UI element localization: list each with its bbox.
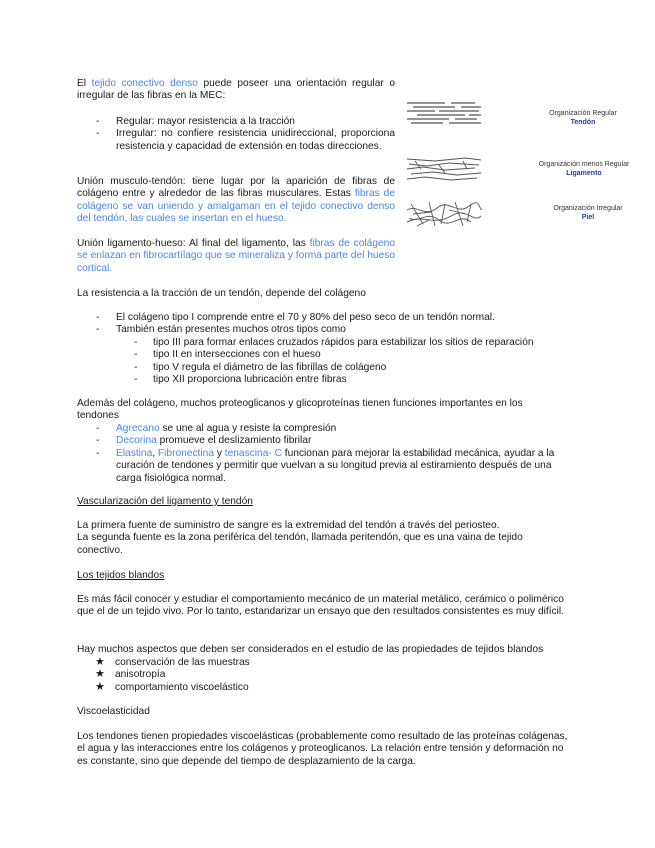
list-item-text: comportamiento viscoelástico [115,681,249,693]
vascular-heading: Vascularización del ligamento y tendón [77,496,253,507]
list-item [77,435,577,447]
musculo-text: Unión musculo-tendón: tiene lugar por la aparición de fibras de colágeno entre y alrededor de las fibras musculares. Estas [77,176,395,200]
fiber-organization-figure [405,96,640,231]
proteoglycan-list [77,423,577,485]
blandos-list [77,657,477,694]
list-item: - El colágeno tipo I comprende entre el 70 y 80% del peso seco de un tendón normal. [77,312,577,324]
list-item-text: se une al agua y resiste la compresión [159,423,337,434]
musculo-tendon-paragraph [77,176,395,226]
star-bullet-icon: ★ [95,668,105,681]
star-bullet-icon: ★ [95,656,105,668]
sub-list-item: - tipo XII proporciona lubricación entre fibras [77,374,577,386]
list-item [77,682,477,694]
vascular-paragraph [77,520,567,557]
intro-paragraph [77,78,395,103]
intro-highlight: tejido conectivo denso [91,78,198,89]
sub-list-item: - tipo V regula el diámetro de las fibrillas de colágeno [77,362,577,374]
list-item: - Regular: mayor resistencia a la tracción [77,116,395,128]
agrecano-term: Agrecano [116,423,160,434]
list-item-separator: , [152,447,158,459]
fibronectina-term: Fibronectina [157,447,214,459]
proteoglycan-title: Además del colágeno, muchos proteoglicanos y glicoproteínas tienen funciones importantes en los tendones [77,398,523,422]
ligamento-highlight: fibras de colágeno se enlazan en fibrocartílago que se mineraliza y forma parte del hueso cortical. [77,238,395,274]
figure-label-title: Organización Irregular [553,205,623,212]
figure-label-tissue: Piel [581,214,595,221]
irregular-fibers-image [405,200,483,228]
figure-label-regular [543,109,623,127]
intro-text: El [77,78,92,89]
decorina-term: Decorina [116,435,157,447]
list-item-separator: y [213,447,225,459]
star-bullet-icon: ★ [95,680,105,693]
resistencia-title: La resistencia a la tracción de un tendón, depende del colágeno [77,288,366,299]
list-item-text: anisotropía [115,669,166,681]
list-item-text: conservación de las muestras [115,657,250,668]
orientation-list [77,116,395,153]
elastina-term: Elastina [116,447,153,459]
blandos-heading: Los tejidos blandos [77,570,165,581]
list-item: - También están presentes muchos otros tipos como [77,324,577,336]
figure-label-title: Organización menos Regular [538,161,630,168]
list-item-text: funcionan para mejorar la estabilidad mecánica, ayudar a la curación de tendones y permitir que vuelvan a su longitud previa al estiramiento después de una carga fisiológica normal. [116,447,555,484]
regular-fibers-image [405,99,483,127]
visco-paragraph: Los tendones tienen propiedades viscoelásticas (probablemente como resultado de las proteínas colágenas, el agua y las interacciones entre los colágenos y proteoglicanos. La relación entre tensión y deformación no es constante, sino que depende del tiempo de desplazamiento de la carga. [77,731,568,767]
figure-label-title: Organización Regular [549,110,617,117]
list-item [77,657,477,669]
figure-label-tissue: Ligamento [566,170,602,177]
list-item: - Irregular: no confiere resistencia unidireccional, proporciona resistencia y capacidad de extensión en todas direcciones. [77,128,395,153]
list-item-text: promueve el deslizamiento fibrilar [156,435,312,447]
sub-list-item: - tipo II en intersecciones con el hueso [77,349,577,361]
tenascina-term: tenascina- C [224,447,282,459]
figure-label-irregular [543,204,633,222]
figure-label-less-regular [532,160,636,178]
musculo-highlight: fibras de colágeno se van uniendo y amalgaman en el tejido conectivo denso del tendón, las cuales se insertan en el hueso. [77,188,395,225]
blandos-paragraph-2: Hay muchos aspectos que deben ser considerados en el estudio de las propiedades de tejidos blandos [77,644,544,655]
list-item [77,669,477,681]
ligamento-text: Unión ligamento-hueso: Al final del ligamento, las [77,238,310,249]
list-item [77,448,577,485]
less-regular-fibers-image [405,155,483,183]
vascular-text-2: La segunda fuente es la zona periférica del tendón, llamada peritendón, que es una vaina de tejido conectivo. [77,532,523,556]
list-item [77,423,577,435]
collagen-list [77,312,577,386]
ligamento-hueso-paragraph [77,238,395,275]
intro-text-end: puede poseer una orientación regular o irregular de las fibras en la MEC: [77,78,395,102]
sub-list-item: - tipo III para formar enlaces cruzados rápidos para estabilizar los sitios de reparación [77,337,577,349]
figure-label-tissue: Tendón [570,119,596,126]
blandos-paragraph-1: Es más fácil conocer y estudiar el comportamiento mecánico de un material metálico, cerámico o polimérico que el de un tejido vivo. Por lo tanto, estandarizar un ensayo que den resultados consistentes es muy difícil. [77,594,565,618]
vascular-text-1: La primera fuente de suministro de sangre es la extremidad del tendón a través del periosteo. [77,520,500,531]
visco-heading: Viscoelasticidad [77,706,150,717]
